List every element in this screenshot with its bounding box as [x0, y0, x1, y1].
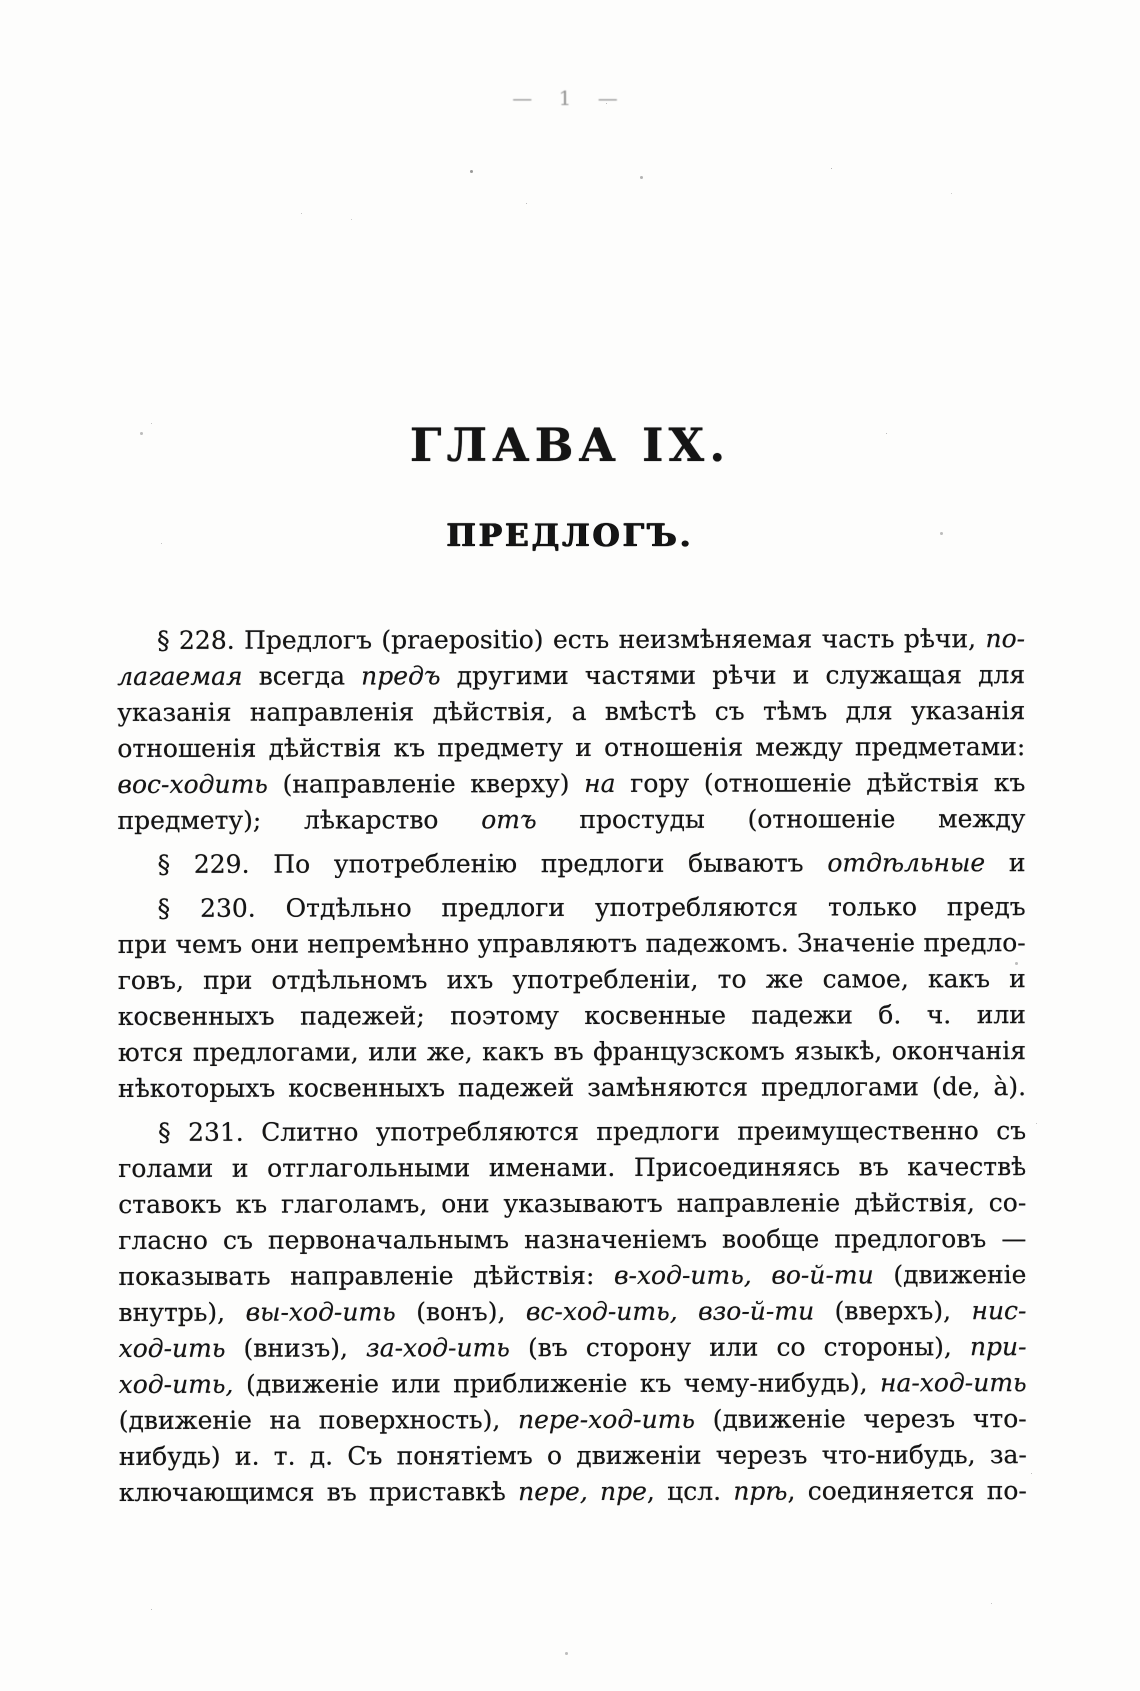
text-line [118, 961, 1026, 999]
italic-text-segment: вос-ходить [117, 769, 268, 799]
section-title: ПРЕДЛОГЪ. [446, 518, 694, 554]
text-segment: косвенныхъ падежей; поэтому косвенные падежи б. ч. или [117, 1000, 1026, 1031]
text-line [118, 889, 1026, 927]
italic-text-segment: нис- [971, 1296, 1027, 1326]
text-segment: (движеніе на поверхность), [118, 1405, 519, 1435]
text-segment: ются предлогами, или же, какъ въ французскомъ языкѣ, окончанія [117, 1036, 1026, 1067]
paragraph-231 [118, 1113, 1027, 1511]
text-segment: нибудь) и. т. д. Съ понятіемъ о движеніи черезъ что-нибудь, за- [118, 1440, 1027, 1471]
text-segment: гору (отношеніе дѣйствія къ [615, 768, 1026, 798]
text-line [117, 765, 1025, 803]
text-line [118, 1257, 1026, 1295]
italic-text-segment: лагаемая [117, 661, 243, 691]
text-line [117, 693, 1025, 731]
text-line [118, 1113, 1026, 1151]
text-segment: (внизъ), [225, 1333, 367, 1363]
text-line [118, 1069, 1026, 1107]
text-segment: отношенія дѣйствія къ предмету и отношенія между предметами: [117, 732, 1026, 763]
text-segment: внутрь), [118, 1297, 246, 1327]
italic-text-segment: за-ход-ить [366, 1333, 510, 1363]
italic-text-segment: вы-ход-ить [245, 1297, 396, 1327]
text-segment: § 230. Отдѣльно предлоги употребляются только предъ [157, 892, 1026, 923]
text-segment: (въ сторону или со стороны), [509, 1332, 970, 1363]
text-segment: голами и отглагольными именами. Присоединяясь въ качествѣ [118, 1152, 1027, 1183]
text-line [118, 925, 1026, 963]
text-segment: (направленіе кверху) [267, 768, 585, 799]
text-line [119, 1329, 1027, 1367]
text-line [117, 621, 1025, 659]
text-segment: ключающимся въ приставкѣ [118, 1477, 519, 1507]
italic-text-segment: вс-ход-ить, взо-й-ти [525, 1296, 815, 1327]
italic-text-segment: отдѣльные [827, 848, 986, 878]
text-line [119, 1437, 1027, 1475]
text-segment: ставокъ къ глаголамъ, они указываютъ направленіе дѣйствія, со- [118, 1188, 1027, 1219]
italic-text-segment: на-ход-ить [879, 1368, 1027, 1398]
text-segment: другими частями рѣчи и служащая для [440, 660, 1026, 691]
text-line [118, 997, 1026, 1035]
italic-text-segment: отъ [481, 805, 537, 835]
italic-text-segment: прѣ [733, 1476, 788, 1506]
text-segment: простуды (отношеніе между [579, 804, 1026, 834]
text-line [118, 1033, 1026, 1071]
text-line [118, 1149, 1026, 1187]
text-segment: § 229. По употребленію предлоги бываютъ [157, 848, 828, 879]
text-segment: показывать направленіе дѣйствія: [118, 1260, 614, 1291]
italic-text-segment: пере, пре [518, 1476, 647, 1507]
text-segment: , соединяется по- [787, 1476, 1027, 1506]
text-line [117, 657, 1025, 695]
text-segment: предмету); лѣкарство [117, 805, 482, 835]
text-segment: (движеніе или приближеніе къ чему-нибудь), [233, 1368, 880, 1399]
text-segment: § 231. Слитно употребляются предлоги преимущественно съ [158, 1116, 1027, 1147]
text-segment: гласно съ первоначальнымъ назначеніемъ вообще предлоговъ — [118, 1224, 1027, 1255]
italic-text-segment: ход-ить [118, 1333, 226, 1363]
chapter-title: ГЛАВА IX. [409, 418, 731, 472]
paragraphs [117, 621, 1027, 1519]
italic-text-segment: пере-ход-ить [517, 1404, 696, 1435]
text-segment: , цсл. [646, 1476, 734, 1506]
text-segment: при чемъ они непремѣнно управляютъ падежомъ. Значеніе предло- [117, 928, 1026, 959]
italic-text-segment: по- [985, 624, 1026, 654]
italic-text-segment: на [584, 768, 616, 798]
paragraph-229 [118, 845, 1026, 883]
paragraph-228 [117, 621, 1025, 839]
text-line [117, 729, 1025, 767]
text-segment: нѣкоторыхъ косвенныхъ падежей замѣняются предлогами (de, à). [118, 1072, 1027, 1103]
text-segment: (движеніе черезъ что- [694, 1404, 1027, 1434]
scan-noise [470, 170, 473, 173]
text-line [119, 1473, 1027, 1511]
text-segment: и [985, 848, 1026, 878]
page-number-mark: — 1 — [512, 86, 628, 110]
text-line [119, 1401, 1027, 1439]
text-segment: (вонъ), [395, 1297, 526, 1327]
text-segment: (движеніе [873, 1260, 1027, 1290]
text-line [118, 1185, 1026, 1223]
text-line [118, 1221, 1026, 1259]
italic-text-segment: предъ [361, 661, 441, 691]
italic-text-segment: при- [969, 1332, 1027, 1362]
text-segment: § 228. Предлогъ (praepositio) есть неизмѣняемая часть рѣчи, [157, 624, 986, 655]
text-segment: (вверхъ), [814, 1296, 972, 1326]
text-segment: указанія направленія дѣйствія, а вмѣстѣ съ тѣмъ для указанія [117, 696, 1026, 727]
text-line [117, 801, 1025, 839]
italic-text-segment: ход-ить, [118, 1369, 234, 1399]
text-segment: говъ, при отдѣльномъ ихъ употребленіи, то же самое, какъ и [117, 964, 1026, 995]
text-line [118, 1293, 1026, 1331]
text-line [118, 845, 1026, 883]
text-line [119, 1365, 1027, 1403]
text-segment: всегда [242, 661, 362, 691]
paragraph-230 [118, 889, 1026, 1107]
italic-text-segment: в-ход-ить, во-й-ти [613, 1260, 874, 1290]
